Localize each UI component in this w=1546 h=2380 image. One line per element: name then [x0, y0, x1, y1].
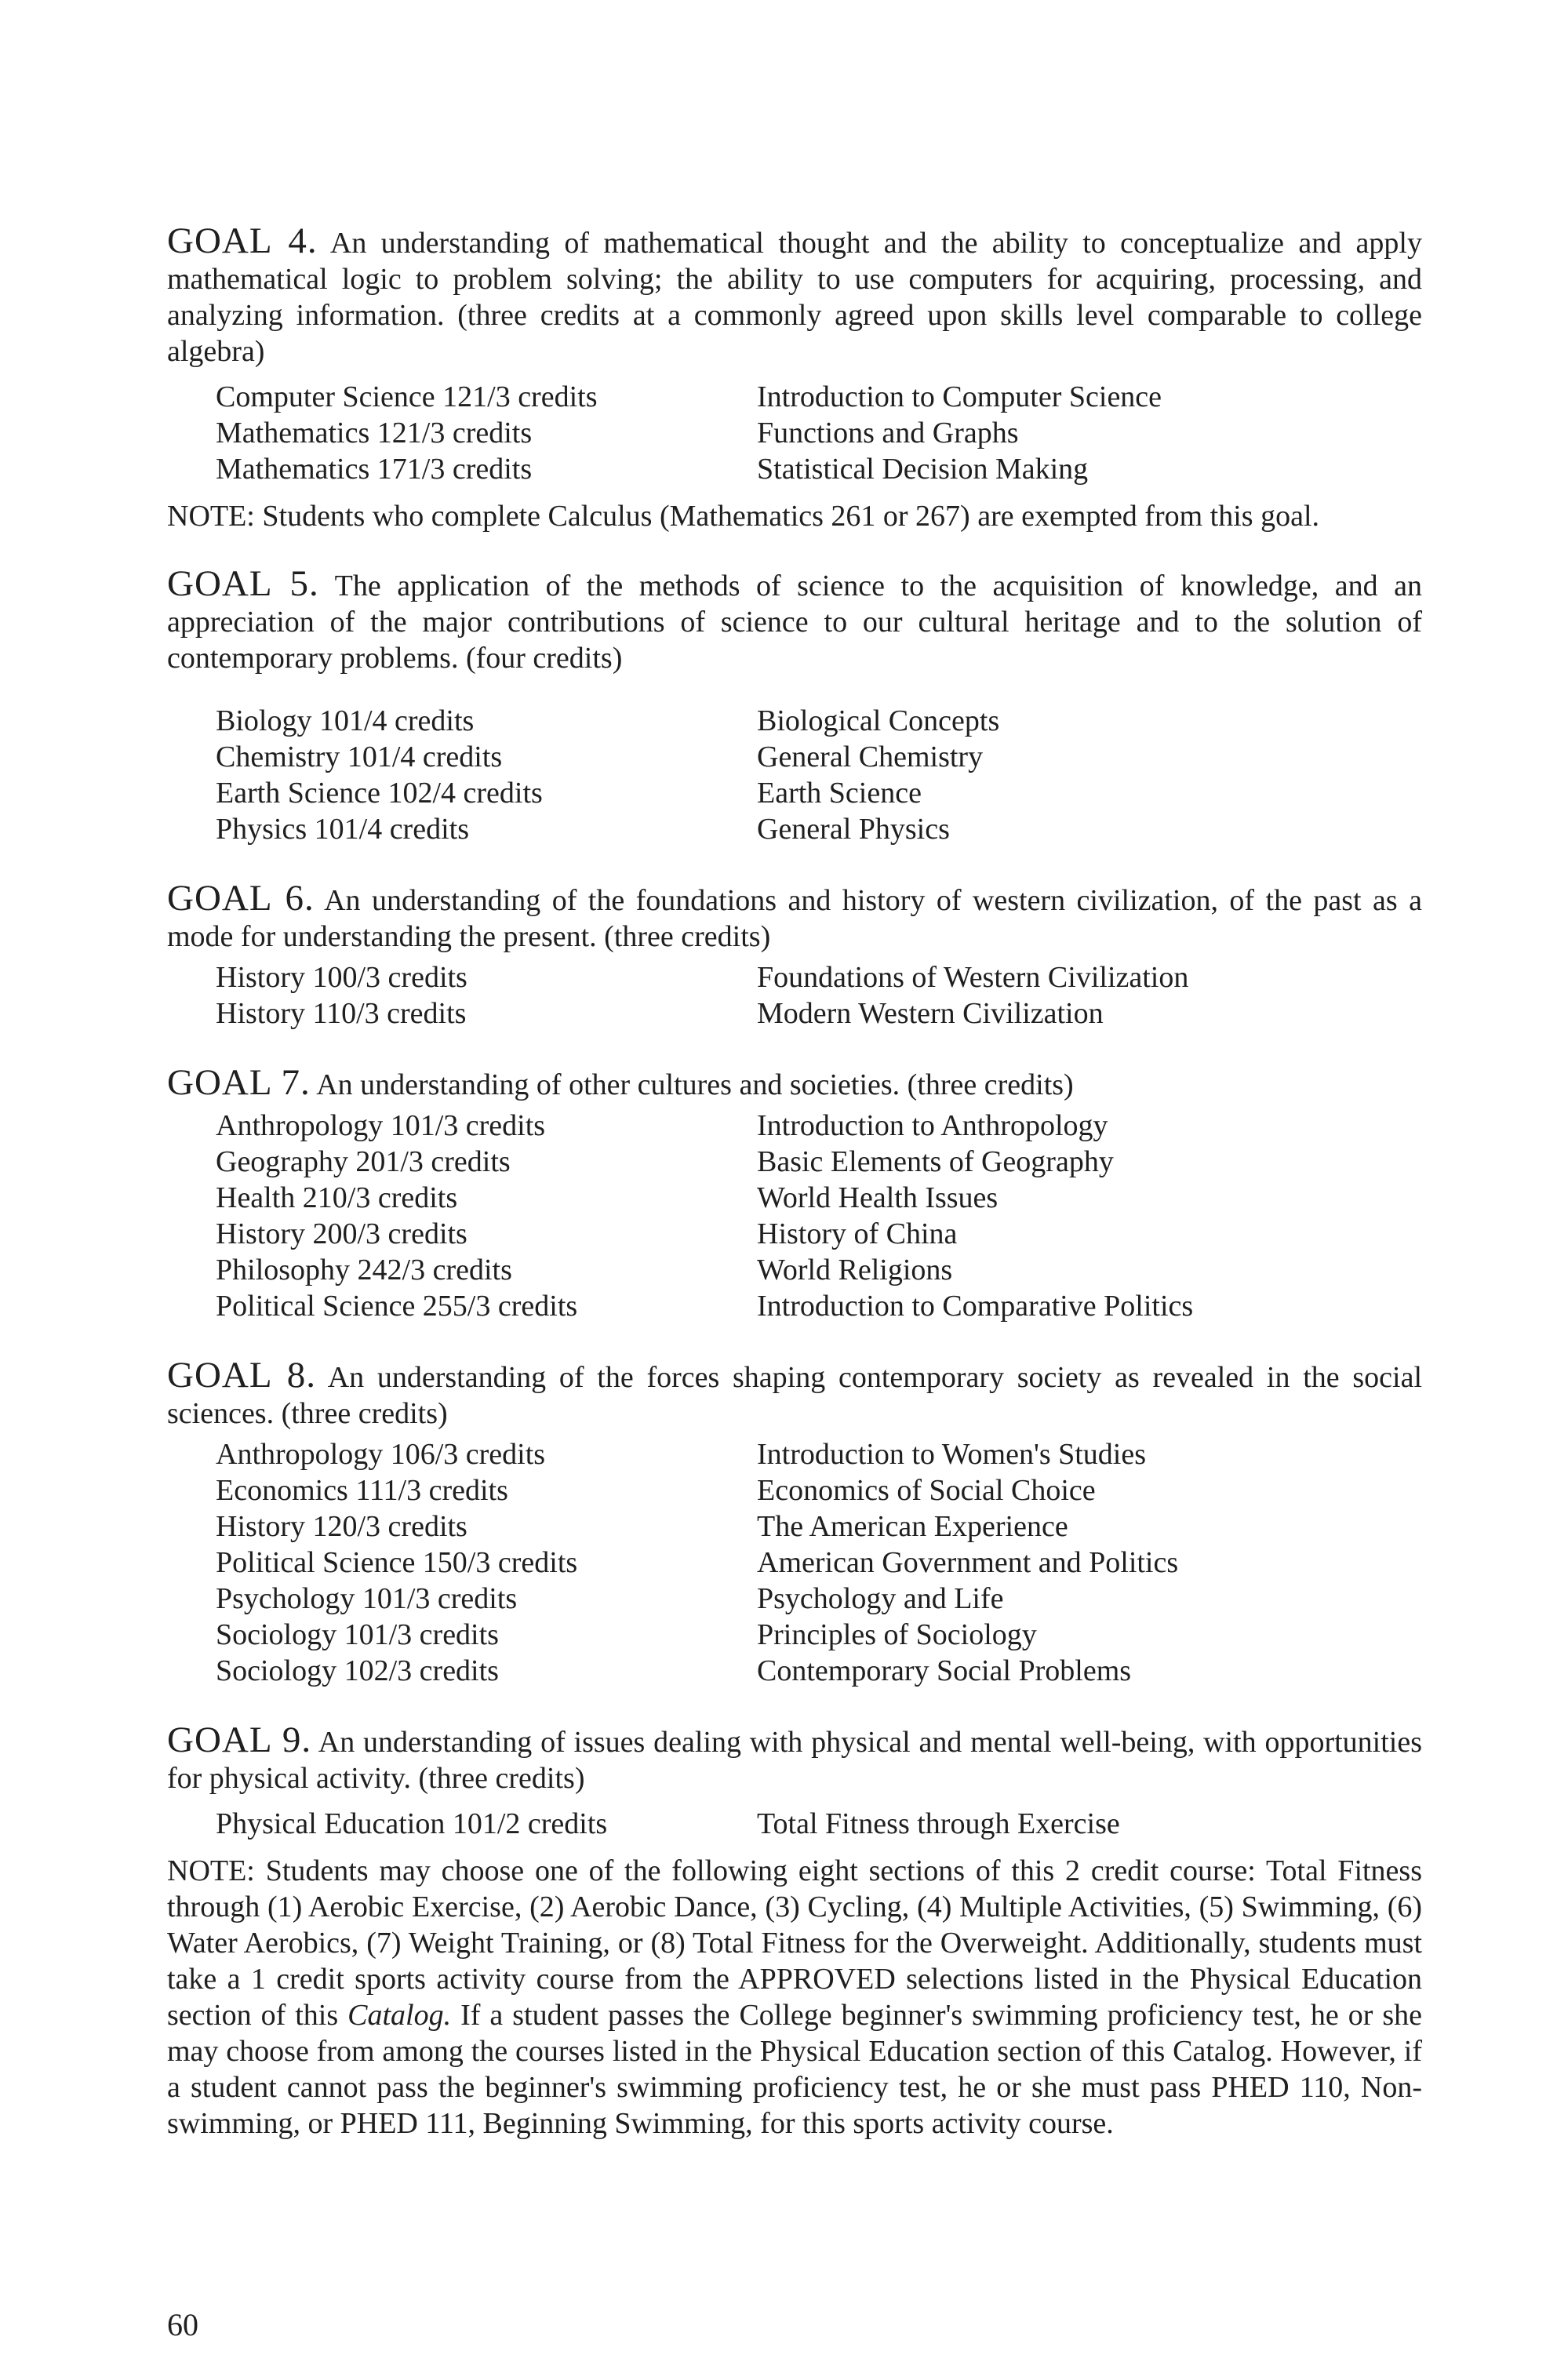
- course-title: World Health Issues: [757, 1181, 999, 1214]
- course-row: [216, 775, 999, 811]
- course-row: [216, 1806, 1120, 1842]
- note-italic-catalog: Catalog.: [347, 1999, 452, 2032]
- course-row: [216, 1436, 1178, 1472]
- goal-5: [167, 563, 1422, 847]
- goal-8-course-list: [216, 1436, 1178, 1689]
- course-title: General Physics: [757, 813, 950, 846]
- course-code: Sociology 101/3 credits: [216, 1618, 499, 1651]
- goal-7-paragraph: [167, 1064, 1422, 1103]
- goal-7: [167, 1064, 1422, 1324]
- course-code: Anthropology 106/3 credits: [216, 1438, 546, 1471]
- course-row: [216, 379, 1162, 415]
- goal-4-note: [167, 498, 1422, 534]
- goal-4-label: GOAL 4.: [167, 220, 318, 261]
- course-title: General Chemistry: [757, 741, 984, 773]
- course-row: [216, 1108, 1193, 1144]
- note-label: NOTE:: [167, 1854, 255, 1887]
- course-row: [216, 703, 999, 739]
- course-row: [216, 739, 999, 775]
- course-title: Psychology and Life: [757, 1582, 1004, 1615]
- course-title: The American Experience: [757, 1510, 1068, 1543]
- course-code: Physical Education 101/2 credits: [216, 1807, 608, 1840]
- course-code: Chemistry 101/4 credits: [216, 741, 503, 773]
- note-text: Students who complete Calculus (Mathematics 261 or 267) are exempted from this goal.: [262, 500, 1320, 533]
- course-code: History 200/3 credits: [216, 1217, 467, 1250]
- course-title: Contemporary Social Problems: [757, 1654, 1132, 1687]
- goal-5-text: The application of the methods of science to the acquisition of knowledge, and an appreciation of the major contributions of science to our cultural heritage and to the solution of contemporary problems. (four credits): [167, 570, 1422, 675]
- course-code: Health 210/3 credits: [216, 1181, 458, 1214]
- course-row: [216, 1144, 1193, 1180]
- course-code: Economics 111/3 credits: [216, 1474, 508, 1507]
- course-row: [216, 959, 1188, 995]
- course-code: Political Science 150/3 credits: [216, 1546, 578, 1579]
- goal-6-text: An understanding of the foundations and history of western civilization, of the past as a mode for understanding the present. (three credits): [167, 884, 1422, 953]
- course-title: History of China: [757, 1217, 958, 1250]
- course-title: Basic Elements of Geography: [757, 1145, 1114, 1178]
- goal-6-paragraph: [167, 880, 1422, 955]
- page-number: 60: [167, 2307, 198, 2342]
- spacer: [167, 858, 1422, 880]
- course-code: Sociology 102/3 credits: [216, 1654, 499, 1687]
- spacer: [167, 1043, 1422, 1064]
- note-text-after: If a student passes the College beginner's swimming proficiency test, he or she may choose from among the courses listed in the Physical Education section of this Catalog. However, if a student cannot pass the beginner's swimming proficiency test, he or she must pass PHED 110, Non-swimming, or PHED 111, Beginning Swimming, for this sports activity course.: [167, 1999, 1423, 2140]
- goal-9: [167, 1719, 1423, 2142]
- course-code: History 120/3 credits: [216, 1510, 467, 1543]
- goal-7-course-list: [216, 1108, 1193, 1324]
- course-code: Physics 101/4 credits: [216, 813, 469, 846]
- course-title: Introduction to Comparative Politics: [757, 1290, 1194, 1323]
- course-title: Biological Concepts: [757, 704, 1000, 737]
- course-row: [216, 1472, 1178, 1508]
- course-row: [216, 415, 1162, 451]
- course-row: [216, 1180, 1193, 1216]
- course-code: Philosophy 242/3 credits: [216, 1254, 512, 1286]
- spacer: [167, 534, 1422, 566]
- course-row: [216, 1508, 1178, 1545]
- goal-9-note: [167, 1853, 1422, 2142]
- goal-5-paragraph: [167, 563, 1422, 676]
- course-title: Modern Western Civilization: [757, 997, 1104, 1030]
- course-title: World Religions: [757, 1254, 953, 1286]
- course-code: History 100/3 credits: [216, 961, 467, 994]
- goal-8-paragraph: [167, 1357, 1422, 1432]
- course-title: Economics of Social Choice: [757, 1474, 1096, 1507]
- course-code: History 110/3 credits: [216, 997, 467, 1030]
- course-row: [216, 1617, 1178, 1653]
- course-code: Biology 101/4 credits: [216, 704, 475, 737]
- goal-5-course-list: [216, 703, 999, 847]
- goal-5-label: GOAL 5.: [167, 563, 319, 604]
- course-title: Earth Science: [757, 777, 922, 810]
- course-row: [216, 1653, 1178, 1689]
- course-title: Principles of Sociology: [757, 1618, 1037, 1651]
- goal-9-paragraph: [167, 1719, 1423, 1796]
- course-title: Statistical Decision Making: [757, 453, 1089, 486]
- goal-9-text: An understanding of issues dealing with physical and mental well-being, with opportunities for physical activity. (three credits): [167, 1726, 1423, 1795]
- goal-8: [167, 1357, 1422, 1689]
- goal-4: [167, 220, 1422, 534]
- course-code: Psychology 101/3 credits: [216, 1582, 518, 1615]
- goal-9-course-list: [216, 1806, 1120, 1842]
- goal-4-paragraph: [167, 220, 1422, 369]
- course-title: Foundations of Western Civilization: [757, 961, 1189, 994]
- page-content: [167, 220, 1423, 2142]
- course-row: [216, 1545, 1178, 1581]
- course-row: [216, 1288, 1193, 1324]
- goal-4-text: An understanding of mathematical thought and the ability to conceptualize and apply mathematical logic to problem solving; the ability to use computers for acquiring, processing, and analyzing information. (three credits at a commonly agreed upon skills level comparable to college algebra): [167, 227, 1422, 368]
- course-title: Introduction to Anthropology: [757, 1109, 1108, 1142]
- goal-6: [167, 880, 1422, 1032]
- spacer: [167, 1700, 1422, 1722]
- course-row: [216, 1252, 1193, 1288]
- goal-9-label: GOAL 9.: [167, 1719, 312, 1760]
- note-label: NOTE:: [167, 500, 255, 533]
- course-title: American Government and Politics: [757, 1546, 1179, 1579]
- spacer: [167, 1335, 1422, 1357]
- note-text-before: Students may choose one of the following eight sections of this 2 credit course: Total Fitness through (1) Aerobic Exercise, (2) Aerobic Dance, (3) Cycling, (4) Multiple Activities, (5) Swimming, (6) Water Aerobics, (7) Weight Training, or (8) Total Fitness for the Overweight. Additionally, students must take a 1 credit sports activity course from the APPROVED selections listed in the Physical Education section of this: [167, 1854, 1423, 2032]
- goal-7-label: GOAL 7.: [167, 1062, 311, 1103]
- course-title: Functions and Graphs: [757, 417, 1019, 449]
- course-title: Introduction to Computer Science: [757, 380, 1162, 413]
- course-row: [216, 451, 1162, 487]
- course-row: [216, 1216, 1193, 1252]
- course-code: Mathematics 121/3 credits: [216, 417, 533, 449]
- course-code: Earth Science 102/4 credits: [216, 777, 543, 810]
- course-row: [216, 1581, 1178, 1617]
- course-code: Computer Science 121/3 credits: [216, 380, 598, 413]
- goal-8-text: An understanding of the forces shaping contemporary society as revealed in the social sciences. (three credits): [167, 1361, 1422, 1430]
- course-row: [216, 995, 1188, 1032]
- course-row: [216, 811, 999, 847]
- goal-6-label: GOAL 6.: [167, 878, 315, 919]
- course-code: Political Science 255/3 credits: [216, 1290, 578, 1323]
- course-code: Anthropology 101/3 credits: [216, 1109, 546, 1142]
- course-code: Mathematics 171/3 credits: [216, 453, 533, 486]
- goal-6-course-list: [216, 959, 1188, 1032]
- goal-4-course-list: [216, 379, 1162, 487]
- goal-7-text: An understanding of other cultures and societies. (three credits): [316, 1068, 1074, 1101]
- course-code: Geography 201/3 credits: [216, 1145, 511, 1178]
- goal-8-label: GOAL 8.: [167, 1355, 317, 1396]
- course-title: Introduction to Women's Studies: [757, 1438, 1147, 1471]
- course-title: Total Fitness through Exercise: [757, 1807, 1120, 1840]
